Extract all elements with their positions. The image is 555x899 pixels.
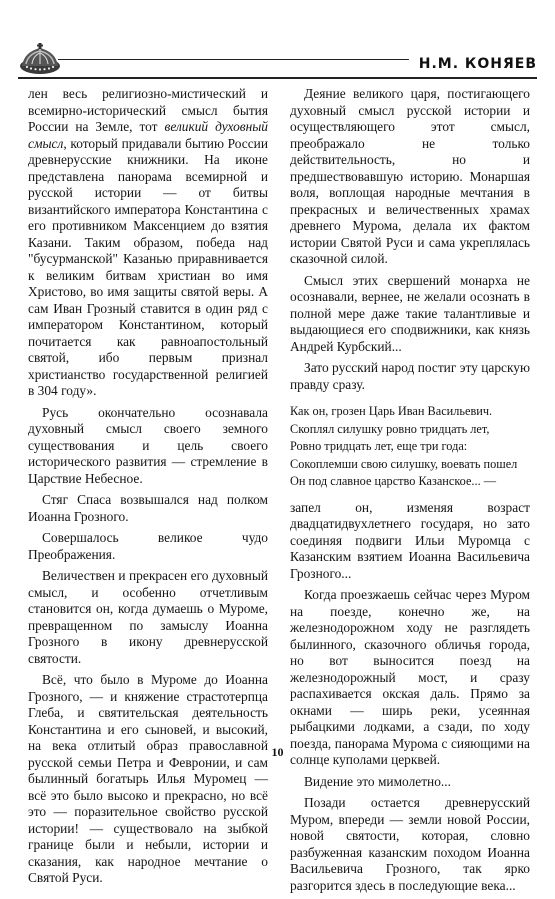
paragraph: Смысл этих свершений монарха не осознавали, вернее, не желали осознать в полной мере даже такие талантливые и выдающиеся его сподвижники, как князь Андрей Курбский...: [290, 272, 530, 354]
paragraph: Зато русский народ постиг эту царскую правду сразу.: [290, 360, 530, 392]
paragraph: Видение это мимолетно...: [304, 773, 451, 789]
poem-line: Как он, грозен Царь Иван Васильевич.: [290, 404, 493, 418]
header-rule-bottom: [18, 77, 537, 79]
paragraph: Стяг Спаса возвышался над полком Иоанна Грозного.: [28, 492, 268, 524]
page-number: 10: [271, 745, 284, 759]
paragraph: Когда проезжаешь сейчас через Муром на поезде, конечно же, на железнодорожном ходу не разглядеть былинного, сказочного обличья города, но вот выносится поезд на железнодорожный мост, и сразу распахивается окская даль. Прямо за окнами — ширь реки, усеянная рыбацкими лодками, а сзади, по ходу поезда, панорама Мурома с сияющими на солнце куполами церквей.: [290, 587, 530, 767]
paragraph: Всё, что было в Муроме до Иоанна Грозного, — и княжение страстотерпца Глеба, и святительская деятельность Константина и его сыновей, и высокий, на века отлитый образ православной русской семьи Петра и Февронии, и сам былинный богатырь Илья Муромец — всё это было высоко и прекрасно, но всё это — поразительное свойство русской истории! — существовало на зыбкой границе были и небыли, истории и сказания, как народное мечтание о Святой Руси.: [28, 672, 268, 885]
paragraph: Русь окончательно осознавала духовный смысл своего земного существования и цель своего исторического развития — стремление в Царствие Небесное.: [28, 404, 268, 486]
poem-line: Сокоплемши свою силушку, воевать пошел: [290, 456, 518, 471]
running-header: [18, 42, 537, 82]
poem-quote: [290, 403, 530, 491]
poem-line: Ровно тридцать лет, еще три года:: [290, 439, 468, 453]
paragraph-text: лен весь религиозно-мистический и всемирно-исторический смысл бытия России на Земле, тот: [28, 86, 268, 134]
paragraph: Позади остается древнерусский Муром, впереди — земли новой России, новой святости, которая, словно разбуженная казанским походом Иоанна Васильевича Грозного, так ярко разгорится здесь в последующие века...: [290, 795, 530, 893]
paragraph: запел он, изменяя возраст двадцатидвухлетнего государя, но зато соединяя подвиги Ильи Муромца с Казанским взятием Иоанна Васильевича Грозного...: [290, 499, 530, 581]
right-column: [290, 86, 530, 899]
left-column: [28, 86, 268, 892]
paragraph: Величествен и прекрасен его духовный смысл, и особенно отчетливым становится он, когда думаешь о Муроме, превращенном по замыслу Иоанна Грозного в икону древнерусской святости.: [28, 568, 268, 666]
poem-line: Он под славное царство Казанское... —: [290, 474, 497, 488]
author-name: Н.М. КОНЯЕВ: [409, 56, 537, 72]
emphasis-text: великий духовный смысл: [28, 119, 268, 151]
crown-icon: [18, 42, 62, 76]
paragraph: Совершалось великое чудо Преображения.: [28, 530, 268, 562]
paragraph: [28, 86, 268, 400]
paragraph-text: , который придавали бытию России древнерусские книжники. На иконе представлена панорама всемирной и русской истории — от битвы византийского императора Константина с его противником Максенцием до взятия Казани. Таким образом, победа над "бусурманской" Казанью приравнивается к великим битвам христиан во имя Христово, во имя защиты святой веры. А сам Иван Грозный ставится в один ряд с императором Константином, который почитается как равноапостольный святой, ибо первым признал христианство государственной религией в 304 году».: [28, 135, 268, 398]
poem-line: Скоплял силушку ровно тридцать лет,: [290, 421, 490, 436]
paragraph: Деяние великого царя, постигающего духовный смысл русской истории и осуществляющего этот смысл, преображало не только действительность, но и предшествовавшую историю. Монаршая воля, воплощая народные мечтания в прекрасных и величественных храмах древнего Мурома, делала их фактом истории Святой Руси и сама укреплялась сказочной силой.: [290, 86, 530, 266]
